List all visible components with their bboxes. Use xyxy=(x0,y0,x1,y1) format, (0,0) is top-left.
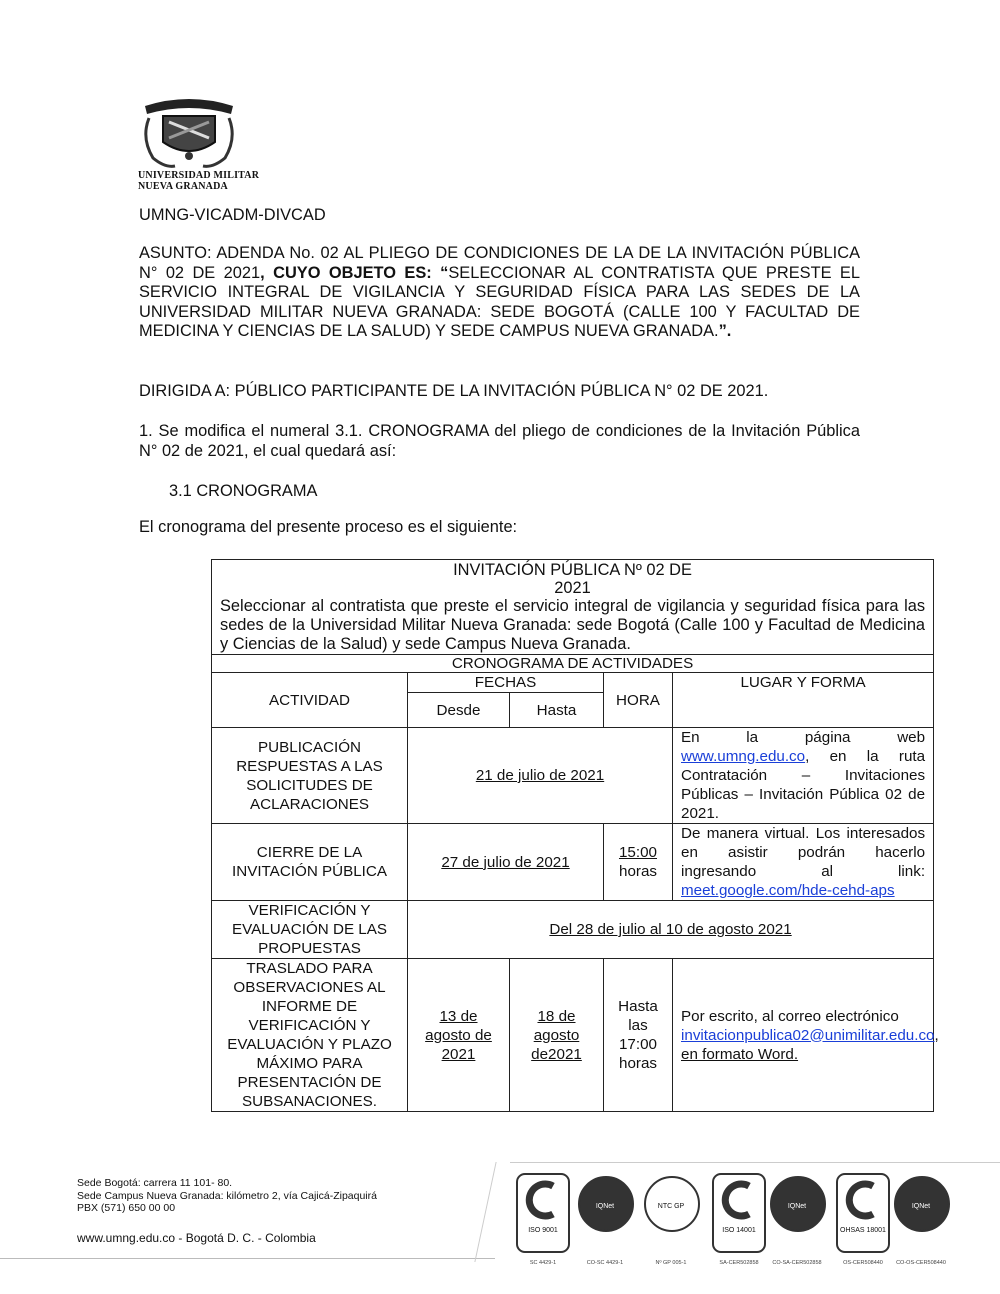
place-cell xyxy=(673,824,934,901)
badge-code: SA-CER502858 xyxy=(719,1260,759,1266)
badge-title: ISO 14001 xyxy=(722,1227,756,1234)
badge-code: Nº GP 005-1 xyxy=(655,1260,687,1266)
umng-website-link[interactable]: www.umng.edu.co xyxy=(681,748,806,765)
footer-divider-top xyxy=(510,1162,1000,1163)
table-row xyxy=(212,901,934,959)
place-cell xyxy=(673,959,939,1112)
badge-code: OS-CER508440 xyxy=(843,1260,883,1266)
schedule-table xyxy=(211,559,939,1112)
intro-text: El cronograma del presente proceso es el siguiente: xyxy=(139,518,518,536)
hour-unit: horas xyxy=(619,863,657,880)
subject-text-b: , CUYO OBJETO ES: “ xyxy=(260,263,449,282)
place-cell xyxy=(673,728,934,824)
logo-wordmark xyxy=(138,170,259,192)
date-text: 21 de julio de 2021 xyxy=(475,767,605,784)
badge-code: SC 4429-1 xyxy=(529,1260,557,1266)
col-header-place: LUGAR Y FORMA xyxy=(673,673,934,728)
section-heading: 3.1 CRONOGRAMA xyxy=(169,482,318,500)
badge-code: CO-SC 4429-1 xyxy=(586,1260,624,1266)
email-link[interactable]: invitacionpublica02@unimilitar.edu.co xyxy=(681,1026,935,1044)
hour-cell: Hasta las 17:00 horas xyxy=(604,959,673,1112)
badge-title: ISO 9001 xyxy=(528,1227,558,1234)
footer-line-2: Sede Campus Nueva Granada: kilómetro 2, vía Cajicá-Zipaquirá xyxy=(77,1189,377,1202)
document-reference: UMNG-VICADM-DIVCAD xyxy=(139,206,326,224)
col-header-activity: ACTIVIDAD xyxy=(212,673,408,728)
date-cell xyxy=(408,901,934,959)
subject-paragraph xyxy=(139,244,860,342)
footer-line-3: PBX (571) 650 00 00 xyxy=(77,1202,176,1214)
certification-badge xyxy=(837,1174,889,1266)
certification-badge xyxy=(771,1177,825,1266)
col-header-from: Desde xyxy=(408,693,510,728)
col-header-dates: FECHAS xyxy=(408,673,604,693)
certification-badge xyxy=(517,1174,569,1266)
footer-address xyxy=(77,1177,377,1215)
table-row xyxy=(212,728,934,824)
subject-text-c: SELECCIONAR AL CONTRATISTA QUE PRESTE EL SERVICIO INTEGRAL DE VIGILANCIA Y SEGURIDAD FÍSICA PARA LAS SEDES DE LA UNIVERSIDAD MILITAR NUEVA GRANADA: SEDE BOGOTÁ (CALLE 100 Y FACULTAD DE MEDICINA Y CIENCIAS DE LA SALUD) Y SEDE CAMPUS NUEVA GRANADA. xyxy=(139,263,860,340)
place-text-mid: , xyxy=(934,1026,939,1044)
place-text-after: , en la ruta Contratación – Invitaciones Públicas – Invitación Pública 02 de 2021. xyxy=(681,748,926,822)
col-header-to: Hasta xyxy=(510,693,604,728)
activity-cell: PUBLICACIÓN RESPUESTAS A LAS SOLICITUDES DE ACLARACIONES xyxy=(212,728,408,824)
hour-value: 15:00 xyxy=(618,844,657,861)
subject-text-d: ”. xyxy=(718,322,732,340)
place-text: De manera virtual. Los interesados en asistir podrán hacerlo ingresando al link: xyxy=(681,825,926,880)
certification-badge xyxy=(895,1177,949,1266)
subject-text-a: ASUNTO: ADENDA No. 02 AL PLIEGO DE CONDICIONES DE LA DE LA INVITACIÓN PÚBLICA N° 02 DE 2021 xyxy=(139,244,860,282)
table-row xyxy=(212,959,934,1112)
table-title-cell xyxy=(212,560,934,655)
badge-code: CO-OS-CER508440 xyxy=(896,1260,946,1266)
place-text-after: en formato Word. xyxy=(681,1045,799,1063)
place-text: En la página web xyxy=(681,729,926,746)
table-header-row xyxy=(212,560,934,655)
meet-link[interactable]: meet.google.com/hde-cehd-aps xyxy=(681,882,895,899)
date-text: Del 28 de julio al 10 de agosto 2021 xyxy=(549,921,792,938)
to-date-text: 18 de agosto de2021 xyxy=(531,1007,582,1063)
modification-item: 1. Se modifica el numeral 3.1. CRONOGRAMA del pliego de condiciones de la Invitación Pública N° 02 de 2021, el cual quedará así: xyxy=(139,422,860,460)
table-title-line-2: 2021 xyxy=(554,579,591,597)
certification-badge xyxy=(713,1174,765,1266)
certification-logos xyxy=(515,1172,985,1268)
hour-cell xyxy=(604,824,673,901)
col-header-hour: HORA xyxy=(604,673,673,728)
badge-title: IQNet xyxy=(595,1203,615,1210)
from-date-cell xyxy=(408,959,510,1112)
to-date-cell xyxy=(510,959,604,1112)
activity-cell: VERIFICACIÓN Y EVALUACIÓN DE LAS PROPUESTAS xyxy=(212,901,408,959)
certification-badge xyxy=(645,1177,699,1266)
logo-line-1: UNIVERSIDAD MILITAR xyxy=(138,170,260,181)
badge-title: IQNet xyxy=(911,1203,931,1210)
certification-badge xyxy=(579,1177,633,1266)
from-date-text: 13 de agosto de 2021 xyxy=(425,1007,492,1063)
footer-divider xyxy=(0,1258,495,1259)
footer-divider-slant xyxy=(474,1162,496,1262)
date-cell xyxy=(408,824,604,901)
table-objective: Seleccionar al contratista que preste el servicio integral de vigilancia y seguridad física para las sedes de la Universidad Militar Nueva Granada: sede Bogotá (Calle 100 y Facultad de Medicina y Ciencias de la Salud) y sede Campus Nueva Granada. xyxy=(220,597,926,653)
badge-code: CO-SA-CER502858 xyxy=(772,1260,822,1266)
badge-title: OHSAS 18001 xyxy=(840,1227,886,1234)
table-subtitle: CRONOGRAMA DE ACTIVIDADES xyxy=(212,655,934,673)
footer-line-1: Sede Bogotá: carrera 11 101- 80. xyxy=(77,1177,233,1189)
badge-title: IQNet xyxy=(787,1203,807,1210)
activity-cell: CIERRE DE LA INVITACIÓN PÚBLICA xyxy=(212,824,408,901)
table-title-line-1: INVITACIÓN PÚBLICA Nº 02 DE xyxy=(453,561,692,579)
table-row xyxy=(212,824,934,901)
activity-cell: TRASLADO PARA OBSERVACIONES AL INFORME DE VERIFICACIÓN Y EVALUACIÓN Y PLAZO MÁXIMO PARA PRESENTACIÓN DE SUBSANACIONES. xyxy=(212,959,408,1112)
logo-line-2: NUEVA GRANADA xyxy=(138,181,228,192)
directed-to: DIRIGIDA A: PÚBLICO PARTICIPANTE DE LA INVITACIÓN PÚBLICA N° 02 DE 2021. xyxy=(139,382,769,400)
badge-title: NTC GP xyxy=(657,1203,685,1210)
date-cell xyxy=(408,728,673,824)
footer-web: www.umng.edu.co - Bogotá D. C. - Colombia xyxy=(77,1231,316,1245)
date-text: 27 de julio de 2021 xyxy=(441,853,570,871)
place-text: Por escrito, al correo electrónico xyxy=(681,1007,899,1025)
